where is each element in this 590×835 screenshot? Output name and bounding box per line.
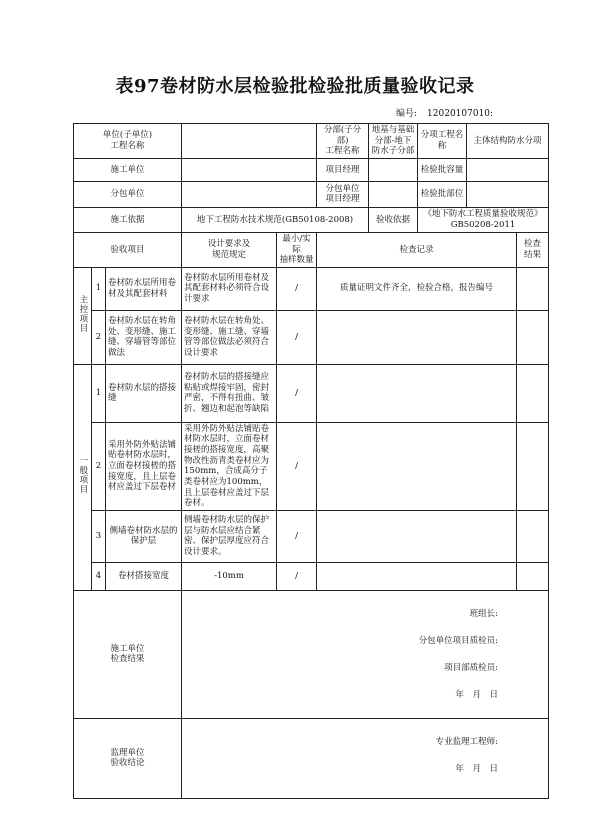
item-check-record[interactable] [317,310,517,364]
sub-project-manager-value[interactable] [369,181,418,207]
item-no: 3 [92,510,106,562]
header-row-contractor [74,158,549,181]
col-qty-header: 最小/实际 抽样数量 [277,232,317,267]
subcontractor-value[interactable] [182,181,317,207]
item-check-result[interactable] [517,510,549,562]
general-group-label: 一般项目 [74,364,92,590]
header-row-subcontractor [74,181,549,207]
acceptance-basis-value[interactable]: 《地下防水工程质量验收规范》GB50208-2011 [418,207,549,232]
project-manager-value[interactable] [369,158,418,181]
column-header-row [74,232,549,267]
item-check-result[interactable] [517,267,549,310]
sub-inspector-signature: 分包单位项目质检员: [418,635,499,646]
item-sample-qty[interactable]: / [277,310,317,364]
page-title: 表97卷材防水层检验批检验批质量验收记录 [115,76,475,97]
project-manager-label: 项目经理 [317,158,369,181]
item-no: 1 [92,267,106,310]
item-sample-qty[interactable]: / [277,364,317,422]
item-sample-qty[interactable]: / [277,510,317,562]
unit-name-value[interactable] [182,124,317,159]
item-check-result[interactable] [517,310,549,364]
team-leader-signature: 班组长: [469,608,499,619]
col-item-header: 验收项目 [74,232,182,267]
supervision-label: 监理单位 验收结论 [74,718,182,798]
col-record-header: 检查记录 [317,232,517,267]
general-item-row [74,364,549,422]
supervision-row [74,718,549,798]
item-name-value[interactable]: 主体结构防水分项 [467,124,549,159]
general-item-row [74,422,549,510]
unit-name-label: 单位(子单位) 工程名称 [74,124,182,159]
item-requirement: 卷材防水层所用卷材及其配套材料必须符合设计要求 [182,267,277,310]
col-result-header: 检查 结果 [517,232,549,267]
item-name: 卷材防水层在转角处、变形缝、施工缝、穿墙管等部位做法 [106,310,182,364]
item-name: 侧墙卷材防水层的保护层 [106,510,182,562]
project-inspector-signature: 项目部质检员: [444,662,499,673]
batch-part-value[interactable] [467,181,549,207]
subcontractor-label: 分包单位 [74,181,182,207]
contractor-label: 施工单位 [74,158,182,181]
item-no: 4 [92,562,106,590]
general-item-row [74,562,549,590]
construction-basis-value[interactable]: 地下工程防水技术规范(GB50108-2008) [182,207,369,232]
item-sample-qty[interactable]: / [277,267,317,310]
item-check-result[interactable] [517,422,549,510]
item-check-record[interactable] [317,510,517,562]
sub-division-label: 分部(子分部) 工程名称 [317,124,369,159]
item-requirement: 采用外防外贴法铺贴卷材防水层时，立面卷材接槎的搭接宽度，高聚物改性沥青类卷材应为150mm，合成高分子类卷材应为100mm，且上层卷材应盖过下层卷材。 [182,422,277,510]
item-check-record[interactable] [317,364,517,422]
batch-part-label: 检验批部位 [418,181,467,207]
header-row-unit [74,124,549,159]
item-check-record[interactable] [317,422,517,510]
header-row-basis [74,207,549,232]
batch-capacity-value[interactable] [467,158,549,181]
item-requirement: 卷材防水层的搭接缝应粘贴或焊接牢固，密封严密，不得有扭曲、皱折、翘边和起泡等缺陷 [182,364,277,422]
item-requirement: -10mm [182,562,277,590]
main-control-group-label: 主控项目 [74,267,92,364]
batch-capacity-label: 检验批容量 [418,158,467,181]
supervision-signatures[interactable] [182,718,549,798]
item-no: 2 [92,422,106,510]
construction-check-row [74,590,549,718]
item-name: 采用外防外贴法铺贴卷材防水层时，立面卷材接槎的搭接宽度，且上层卷材应盖过下层卷材 [106,422,182,510]
item-name: 卷材防水层的搭接缝 [106,364,182,422]
item-requirement: 卷材防水层在转角处、变形缝、施工缝、穿墙管等部位做法必须符合设计要求 [182,310,277,364]
sub-division-value[interactable]: 地基与基础分部-地下防水子分部 [369,124,418,159]
document-number [396,106,493,119]
acceptance-basis-label: 验收依据 [369,207,418,232]
inspection-record-table [73,123,549,799]
construction-check-signatures[interactable] [182,590,549,718]
doc-no-value: 12020107010: [427,109,494,119]
construction-check-date: 年 月 日 [455,689,499,700]
construction-check-label: 施工单位 检查结果 [74,590,182,718]
item-check-result[interactable] [517,562,549,590]
item-check-result[interactable] [517,364,549,422]
item-name: 卷材防水层所用卷材及其配套材料 [106,267,182,310]
sub-project-manager-label: 分包单位 项目经理 [317,181,369,207]
item-check-record[interactable]: 质量证明文件齐全，检验合格，报告编号 [317,267,517,310]
item-sample-qty[interactable]: / [277,422,317,510]
main-item-row [74,267,549,310]
item-no: 1 [92,364,106,422]
general-item-row [74,510,549,562]
supervision-engineer-signature: 专业监理工程师: [435,736,499,747]
item-no: 2 [92,310,106,364]
item-name-label: 分项工程名称 [418,124,467,159]
supervision-date: 年 月 日 [455,763,499,774]
item-requirement: 侧墙卷材防水层的保护层与防水层应结合紧密、保护层厚度应符合设计要求。 [182,510,277,562]
col-req-header: 设计要求及 规范规定 [182,232,277,267]
doc-no-label: 编号: [396,109,418,119]
contractor-value[interactable] [182,158,317,181]
item-name: 卷材搭接宽度 [106,562,182,590]
construction-basis-label: 施工依据 [74,207,182,232]
item-check-record[interactable] [317,562,517,590]
item-sample-qty[interactable]: / [277,562,317,590]
main-item-row [74,310,549,364]
